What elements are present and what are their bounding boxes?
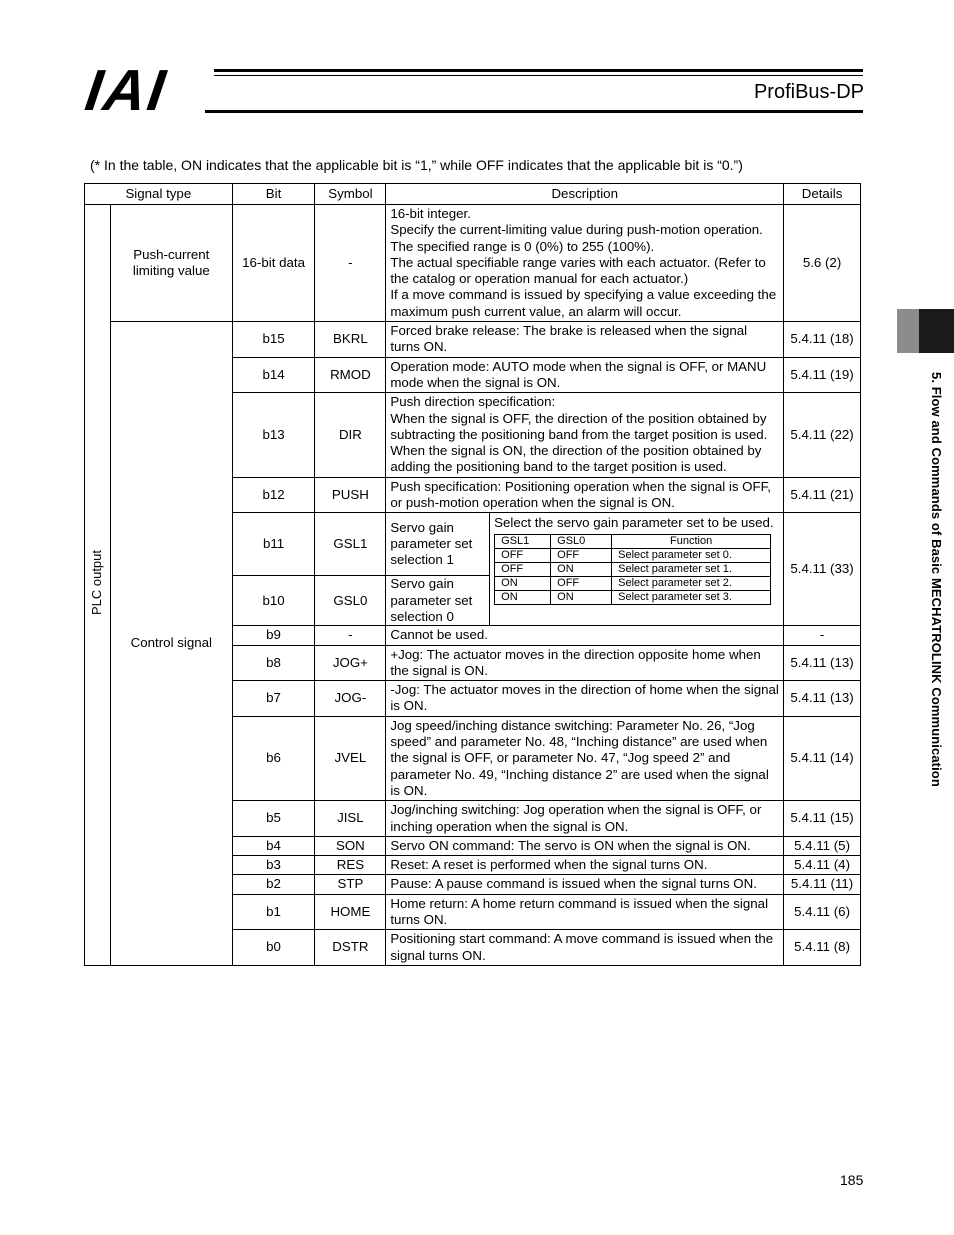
bit-cell: b10 <box>232 576 315 626</box>
gsl-function-cell: ON <box>551 590 612 604</box>
details-cell: 5.4.11 (15) <box>784 801 861 837</box>
symbol-cell: RMOD <box>315 357 386 393</box>
symbol-cell: BKRL <box>315 322 386 358</box>
description-cell: Push direction specification: When the signal is OFF, the direction of the position obtained by subtracting the positioning band from the target position is used. When the signal is ON, the direction of the position obtained by adding the positioning band to the target position is used. <box>386 393 784 477</box>
signal-type-cell: Push-current limiting value <box>110 205 232 322</box>
bit-cell: b11 <box>232 513 315 576</box>
description-cell: Jog speed/inching distance switching: Parameter No. 26, “Jog speed” and parameter No. 48, “Inching distance” are used when the signal is OFF, or parameter No. 47, “Jog speed 2” and parameter No. 49, “Inching distance 2” are used when the signal is ON. <box>386 716 784 800</box>
symbol-cell: HOME <box>315 894 386 930</box>
symbol-cell: - <box>315 205 386 322</box>
details-cell: 5.4.11 (22) <box>784 393 861 477</box>
symbol-cell: JVEL <box>315 716 386 800</box>
symbol-cell: RES <box>315 856 386 875</box>
description-cell: -Jog: The actuator moves in the direction of home when the signal is ON. <box>386 681 784 717</box>
gsl-function-cell: ON <box>551 562 612 576</box>
gsl-function-row <box>495 576 771 590</box>
details-cell: 5.4.11 (13) <box>784 645 861 681</box>
plc-output-label-cell <box>85 205 111 966</box>
table-header-row <box>85 184 861 205</box>
symbol-cell: GSL0 <box>315 576 386 626</box>
gsl-function-cell: ON <box>495 576 551 590</box>
gsl-header-0: GSL1 <box>495 534 551 548</box>
header-rule-bottom <box>205 110 863 113</box>
symbol-cell: SON <box>315 836 386 855</box>
chapter-tab-black <box>919 309 954 353</box>
symbol-cell: PUSH <box>315 477 386 513</box>
page-number: 185 <box>840 1172 864 1188</box>
gsl-description-cell <box>490 513 784 626</box>
description-cell: Positioning start command: A move command is issued when the signal turns ON. <box>386 930 784 966</box>
bit-cell: b4 <box>232 836 315 855</box>
gsl-function-cell: OFF <box>551 576 612 590</box>
description-cell: +Jog: The actuator moves in the direction opposite home when the signal is ON. <box>386 645 784 681</box>
header-signal-type: Signal type <box>85 184 233 205</box>
plc-output-table <box>84 183 861 966</box>
gsl0-label-cell: Servo gain parameter set selection 0 <box>386 576 490 626</box>
bit-cell: b2 <box>232 875 315 894</box>
table-row <box>85 205 861 322</box>
gsl-header-2: Function <box>612 534 771 548</box>
gsl-header-1: GSL0 <box>551 534 612 548</box>
bit-cell: 16-bit data <box>232 205 315 322</box>
gsl-function-row <box>495 590 771 604</box>
header-rule-thick <box>214 69 863 72</box>
details-cell: 5.4.11 (6) <box>784 894 861 930</box>
symbol-cell: - <box>315 626 386 645</box>
symbol-cell: DIR <box>315 393 386 477</box>
details-cell: 5.4.11 (14) <box>784 716 861 800</box>
bit-cell: b13 <box>232 393 315 477</box>
description-cell: Reset: A reset is performed when the signal turns ON. <box>386 856 784 875</box>
details-cell: 5.4.11 (13) <box>784 681 861 717</box>
gsl-function-cell: Select parameter set 1. <box>612 562 771 576</box>
description-cell: Home return: A home return command is issued when the signal turns ON. <box>386 894 784 930</box>
gsl1-label-cell: Servo gain parameter set selection 1 <box>386 513 490 576</box>
gsl-function-row <box>495 548 771 562</box>
gsl-function-cell: ON <box>495 590 551 604</box>
header-rule-thin <box>214 75 863 76</box>
description-cell: Cannot be used. <box>386 626 784 645</box>
symbol-cell: DSTR <box>315 930 386 966</box>
iai-logo: IAI <box>81 58 171 123</box>
bit-cell: b1 <box>232 894 315 930</box>
plc-output-label: PLC output <box>89 550 105 616</box>
symbol-cell: STP <box>315 875 386 894</box>
symbol-cell: JOG- <box>315 681 386 717</box>
bit-cell: b12 <box>232 477 315 513</box>
bit-cell: b0 <box>232 930 315 966</box>
details-cell: 5.4.11 (5) <box>784 836 861 855</box>
header-details: Details <box>784 184 861 205</box>
details-cell: 5.4.11 (8) <box>784 930 861 966</box>
description-cell: Pause: A pause command is issued when the signal turns ON. <box>386 875 784 894</box>
gsl-function-cell: Select parameter set 0. <box>612 548 771 562</box>
bit-cell: b8 <box>232 645 315 681</box>
chapter-tab-grey <box>897 309 919 353</box>
header-description: Description <box>386 184 784 205</box>
description-cell: 16-bit integer. Specify the current-limiting value during push-motion operation. The specified range is 0 (0%) to 255 (100%). The actual specifiable range varies with each actuator. (Refer to the catalog or operation manual for each actuator.) If a move command is issued by specifying a value exceeding the maximum push current value, an alarm will occur. <box>386 205 784 322</box>
details-cell: 5.6 (2) <box>784 205 861 322</box>
description-cell: Push specification: Positioning operation when the signal is OFF, or push-motion operation when the signal is ON. <box>386 477 784 513</box>
symbol-cell: GSL1 <box>315 513 386 576</box>
description-cell: Forced brake release: The brake is released when the signal turns ON. <box>386 322 784 358</box>
details-cell: 5.4.11 (11) <box>784 875 861 894</box>
gsl-function-cell: Select parameter set 2. <box>612 576 771 590</box>
table-row <box>85 322 861 358</box>
table-note: (* In the table, ON indicates that the applicable bit is “1,” while OFF indicates that the applicable bit is “0.”) <box>90 157 743 173</box>
gsl-function-cell: Select parameter set 3. <box>612 590 771 604</box>
gsl-function-cell: OFF <box>551 548 612 562</box>
details-cell: 5.4.11 (19) <box>784 357 861 393</box>
header-symbol: Symbol <box>315 184 386 205</box>
bit-cell: b5 <box>232 801 315 837</box>
details-cell: 5.4.11 (4) <box>784 856 861 875</box>
bit-cell: b3 <box>232 856 315 875</box>
description-cell: Jog/inching switching: Jog operation when the signal is OFF, or inching operation when the signal is ON. <box>386 801 784 837</box>
chapter-side-title: 5. Flow and Commands of Basic MECHATROLINK Communication <box>929 372 944 787</box>
gsl-function-header <box>495 534 771 548</box>
bit-cell: b15 <box>232 322 315 358</box>
details-cell: - <box>784 626 861 645</box>
gsl-function-row <box>495 562 771 576</box>
gsl-intro: Select the servo gain parameter set to be used. <box>494 515 774 531</box>
description-cell: Servo ON command: The servo is ON when the signal is ON. <box>386 836 784 855</box>
symbol-cell: JOG+ <box>315 645 386 681</box>
details-cell: 5.4.11 (21) <box>784 477 861 513</box>
details-cell: 5.4.11 (18) <box>784 322 861 358</box>
symbol-cell: JISL <box>315 801 386 837</box>
control-signal-cell: Control signal <box>110 322 232 966</box>
header-bit: Bit <box>232 184 315 205</box>
gsl-function-cell: OFF <box>495 562 551 576</box>
gsl-function-cell: OFF <box>495 548 551 562</box>
bit-cell: b9 <box>232 626 315 645</box>
description-cell: Operation mode: AUTO mode when the signal is OFF, or MANU mode when the signal is ON. <box>386 357 784 393</box>
gsl-function-table <box>494 534 771 605</box>
bit-cell: b7 <box>232 681 315 717</box>
bit-cell: b14 <box>232 357 315 393</box>
details-cell: 5.4.11 (33) <box>784 513 861 626</box>
bit-cell: b6 <box>232 716 315 800</box>
product-title: ProfiBus-DP <box>753 81 864 103</box>
